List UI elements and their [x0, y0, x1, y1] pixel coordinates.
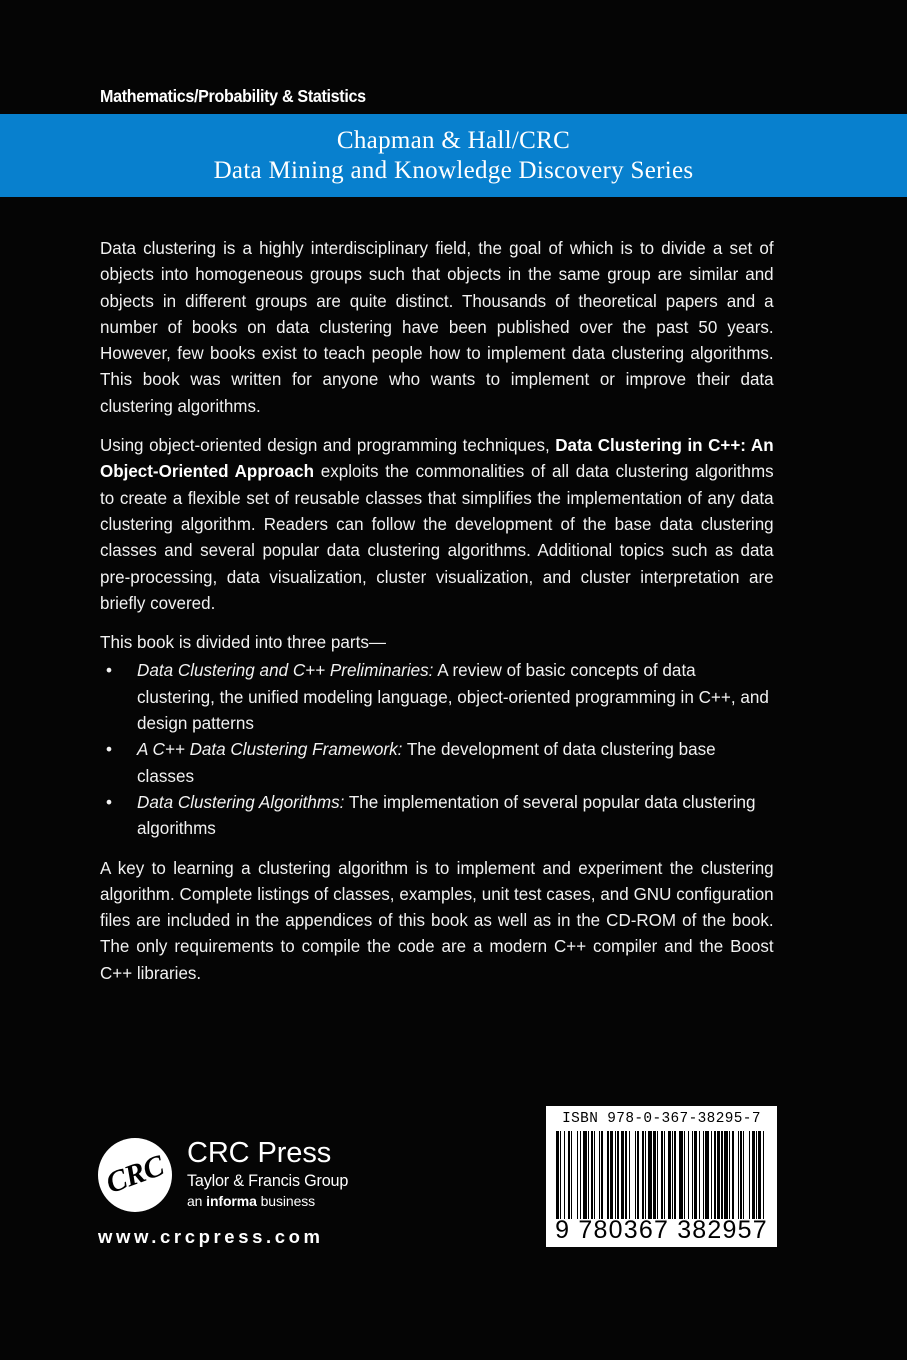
book-parts-list: [100, 658, 777, 842]
book-title-inline: Data Clustering in C++: An Object-Oriented Approach: [100, 436, 774, 482]
parts-intro-line: This book is divided into three parts—: [100, 633, 386, 653]
part-description: A review of basic concepts of data clustering, the unified modeling language, object-oriented programming in C++, and design patterns: [137, 661, 769, 734]
subject-category-label: Mathematics/Probability & Statistics: [100, 86, 366, 106]
bullet-icon: •: [106, 661, 112, 681]
series-banner: [0, 114, 907, 197]
informa-suffix: business: [256, 1193, 316, 1210]
publisher-group: Taylor & Francis Group: [187, 1172, 349, 1191]
informa-prefix: an: [187, 1193, 207, 1210]
crc-roundel-icon: [98, 1138, 172, 1212]
barcode-bars: [554, 1131, 769, 1219]
blurb-paragraph-2-tail: exploits the commonalities of all data clustering algorithms to create a flexible set of reusable classes that simplifies the implementation of any data clustering algorithm. Readers can follow the development of the base data clustering classes and several popular data clustering algorithms. Additional topics such as data pre-processing, data visualization, cluster visualization, and cluster interpretation are briefly covered.: [100, 462, 774, 613]
series-publisher-line: Chapman & Hall/CRC: [336, 127, 571, 154]
barcode-digits-label: 9 780367 382957: [555, 1216, 768, 1244]
informa-brand: informa: [206, 1193, 257, 1210]
blurb-paragraph-2: [100, 433, 774, 617]
blurb-paragraph-3: A key to learning a clustering algorithm is to implement and experiment the clustering algorithm. Complete listings of classes, examples, unit test cases, and GNU configuration files are included in the appendices of this book as well as in the CD-ROM of the book. The only requirements to compile the code are a modern C++ compiler and the Boost C++ libraries.: [100, 858, 774, 983]
publisher-website-url[interactable]: www.crcpress.com: [98, 1226, 324, 1247]
publisher-logo-row: [98, 1131, 398, 1219]
part-title: Data Clustering and C++ Preliminaries:: [137, 661, 434, 681]
bullet-icon: •: [106, 740, 112, 760]
isbn-number-label: ISBN 978-0-367-38295-7: [562, 1111, 761, 1127]
bullet-icon: •: [106, 792, 112, 812]
list-item: [100, 658, 777, 737]
blurb-paragraph-1: Data clustering is a highly interdisciplinary field, the goal of which is to divide a set of objects into homogeneous groups such that objects in the same group are similar and objects in different groups are quite distinct. Thousands of theoretical papers and a number of books on data clustering have been published over the past 50 years. However, few books exist to teach people how to implement data clustering algorithms. This book was written for anyone who wants to implement or improve their data clustering algorithms.: [100, 239, 774, 416]
part-description: The development of data clustering base classes: [137, 740, 716, 786]
publisher-name: CRC Press: [187, 1137, 332, 1170]
part-title: A C++ Data Clustering Framework:: [137, 740, 403, 760]
publisher-informa-line: [187, 1193, 348, 1211]
part-title: Data Clustering Algorithms:: [137, 792, 345, 812]
blurb-paragraph-2-lead: Using object-oriented design and programming techniques,: [100, 436, 556, 456]
crc-monogram-label: CRC: [101, 1149, 168, 1201]
isbn-barcode-block: [546, 1106, 777, 1247]
publisher-name-block: [187, 1139, 348, 1211]
series-name-line: Data Mining and Knowledge Discovery Series: [213, 156, 694, 184]
back-cover-blurb: [100, 236, 777, 987]
list-item: [100, 737, 777, 790]
list-item: [100, 790, 777, 843]
part-description: The implementation of several popular data clustering algorithms: [137, 792, 756, 839]
publisher-logo-block: [98, 1131, 398, 1251]
